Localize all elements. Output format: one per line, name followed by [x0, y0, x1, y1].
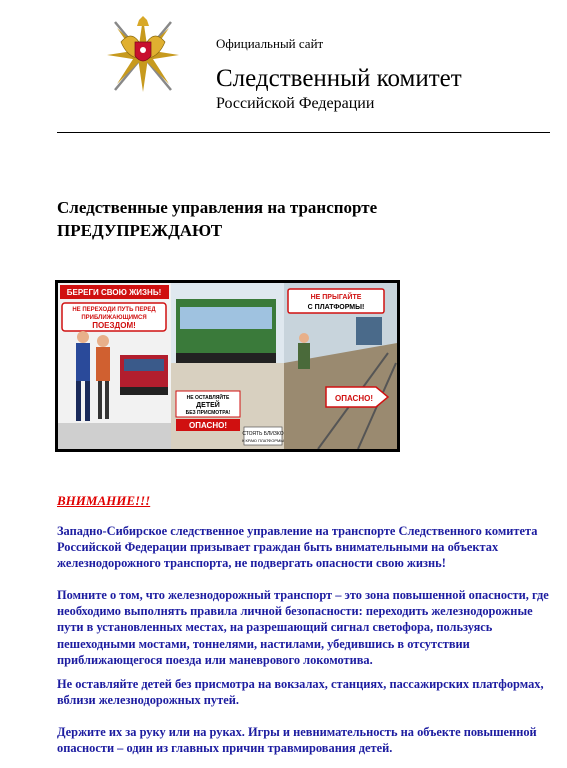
- heading-line-2: ПРЕДУПРЕЖДАЮТ: [57, 221, 223, 240]
- panel1-text-1: НЕ ПЕРЕХОДИ ПУТЬ ПЕРЕД: [72, 307, 156, 313]
- site-subtitle: Российской Федерации: [216, 95, 375, 112]
- panel3-banner-1: НЕ ПРЫГАЙТЕ: [310, 294, 362, 301]
- panel2-text-1: НЕ ОСТАВЛЯЙТЕ: [186, 395, 230, 401]
- panel1-banner: БЕРЕГИ СВОЮ ЖИЗНЬ!: [66, 288, 162, 297]
- paragraph-2: Помните о том, что железнодорожный транспорт – это зона повышенной опасности, где необходимо выполнять правила личной безопасности: переходить железнодорожные пути в установленных местах, на разрешающий сигнал светофора, пользуясь пешеходными мостами, тоннелями, настилами, убедившись в отсутствии приближающегося поезда или маневрового локомотива.: [57, 588, 549, 667]
- panel2-text-4: ОПАСНО!: [189, 421, 227, 430]
- panel1-text-2: ПРИБЛИЖАЮЩИМСЯ: [81, 315, 147, 321]
- panel3-arrow-text: ОПАСНО!: [335, 394, 373, 403]
- header-divider: [57, 132, 550, 133]
- safety-poster: [55, 280, 400, 452]
- heading-line-1: Следственные управления на транспорте: [57, 198, 378, 217]
- attention-label: ВНИМАНИЕ!!!: [57, 493, 151, 508]
- panel2-caption-2: К КРАЮ ПЛАТФОРМЫ: [242, 438, 284, 443]
- panel3-banner-2: С ПЛАТФОРМЫ!: [307, 304, 365, 311]
- panel2-text-2: ДЕТЕЙ: [196, 402, 220, 409]
- panel1-text-3: ПОЕЗДОМ!: [92, 321, 136, 330]
- paragraph-1: Западно-Сибирское следственное управление на транспорте Следственного комитета Российской Федерации призывает граждан быть внимательными на объектах железнодорожного транспорта, не подвергать опасности свою жизнь!: [57, 524, 538, 571]
- panel2-text-3: БЕЗ ПРИСМОТРА!: [185, 410, 231, 416]
- emblem-icon: [103, 12, 183, 96]
- paragraph-3: Не оставляйте детей без присмотра на вокзалах, станциях, пассажирских платформах, вблизи железнодорожных путей.: [57, 677, 544, 708]
- site-title: Следственный комитет: [216, 65, 462, 92]
- panel2-caption-1: СТОЯТЬ БЛИЗКО: [242, 431, 284, 437]
- site-label: Официальный сайт: [216, 36, 324, 51]
- paragraph-4: Держите их за руку или на руках. Игры и невнимательность на объекте повышенной опасности – один из главных причин травмирования детей.: [57, 725, 537, 756]
- page-heading: [57, 196, 377, 242]
